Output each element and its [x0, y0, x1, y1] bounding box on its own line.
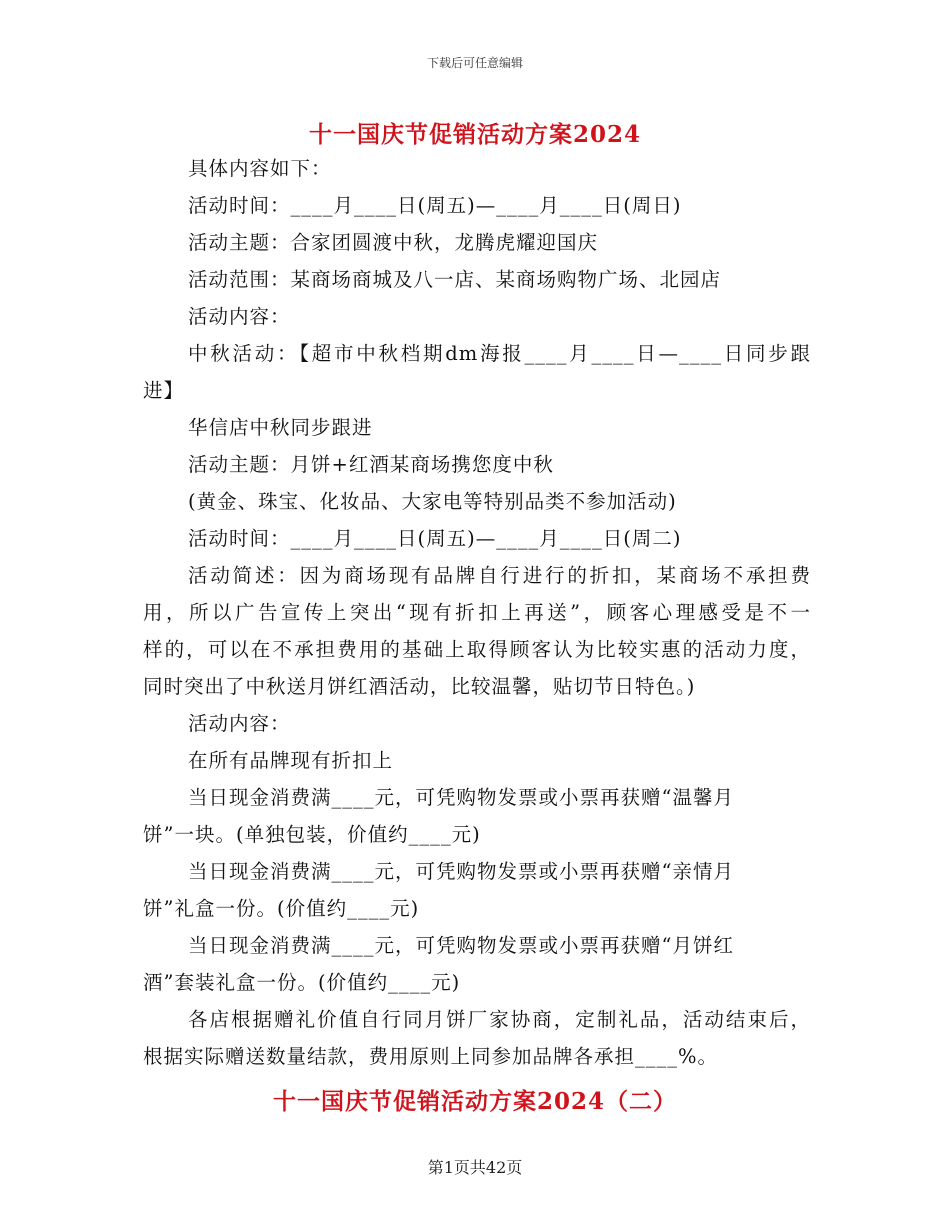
paragraph-line: 在所有品牌现有折扣上	[188, 749, 394, 772]
paragraph-line: 同时突出了中秋送月饼红酒活动，比较温馨，贴切节日特色。)	[143, 675, 696, 698]
paragraph-line: 活动主题：月饼+红酒某商场携您度中秋	[188, 453, 554, 476]
paragraph-line: 活动内容：	[188, 305, 291, 328]
paragraph-line: 活动时间：____月____日(周五)—____月____日(周日)	[188, 194, 682, 217]
paragraph-line: 样的，可以在不承担费用的基础上取得顾客认为比较实惠的活动力度，	[143, 638, 811, 661]
paragraph-line: (黄金、珠宝、化妆品、大家电等特别品类不参加活动)	[188, 490, 677, 513]
section-title: 十一国庆节促销活动方案2024（二）	[272, 1088, 677, 1115]
paragraph-line: 活动主题：合家团圆渡中秋，龙腾虎耀迎国庆	[188, 231, 599, 254]
document-body	[143, 150, 811, 1075]
paragraph-line: 各店根据赠礼价值自行同月饼厂家协商，定制礼品，活动结束后，	[188, 1008, 811, 1031]
paragraph-line: 活动内容：	[188, 712, 291, 735]
paragraph-line: 当日现金消费满____元，可凭购物发票或小票再获赠“月饼红	[188, 934, 734, 957]
paragraph-line: 活动时间：____月____日(周五)—____月____日(周二)	[188, 527, 682, 550]
paragraph-line: 饼”一块。(单独包装，价值约____元)	[143, 823, 481, 846]
paragraph-line: 活动简述：因为商场现有品牌自行进行的折扣，某商场不承担费	[188, 564, 811, 587]
paragraph-line: 具体内容如下：	[188, 157, 332, 180]
paragraph-line: 当日现金消费满____元，可凭购物发票或小票再获赠“亲情月	[188, 860, 734, 883]
paragraph-line: 用，所以广告宣传上突出“现有折扣上再送”，顾客心理感受是不一	[143, 601, 811, 624]
paragraph-line: 中秋活动：【超市中秋档期dm海报____月____日—____日同步跟	[188, 342, 811, 365]
paragraph-line: 饼”礼盒一份。(价值约____元)	[143, 897, 420, 920]
paragraph-line: 进】	[143, 379, 185, 402]
header-note: 下载后可任意编辑	[426, 56, 523, 70]
document-title: 十一国庆节促销活动方案2024	[308, 121, 641, 148]
paragraph-line: 根据实际赠送数量结款，费用原则上同参加品牌各承担____%。	[143, 1045, 719, 1068]
paragraph-line: 华信店中秋同步跟进	[188, 416, 373, 439]
paragraph-line: 活动范围：某商场商城及八一店、某商场购物广场、北园店	[188, 268, 722, 291]
paragraph-line: 酒”套装礼盒一份。(价值约____元)	[143, 971, 461, 994]
paragraph-line: 当日现金消费满____元，可凭购物发票或小票再获赠“温馨月	[188, 786, 734, 809]
page-footer: 第1页共42页	[427, 1158, 523, 1177]
